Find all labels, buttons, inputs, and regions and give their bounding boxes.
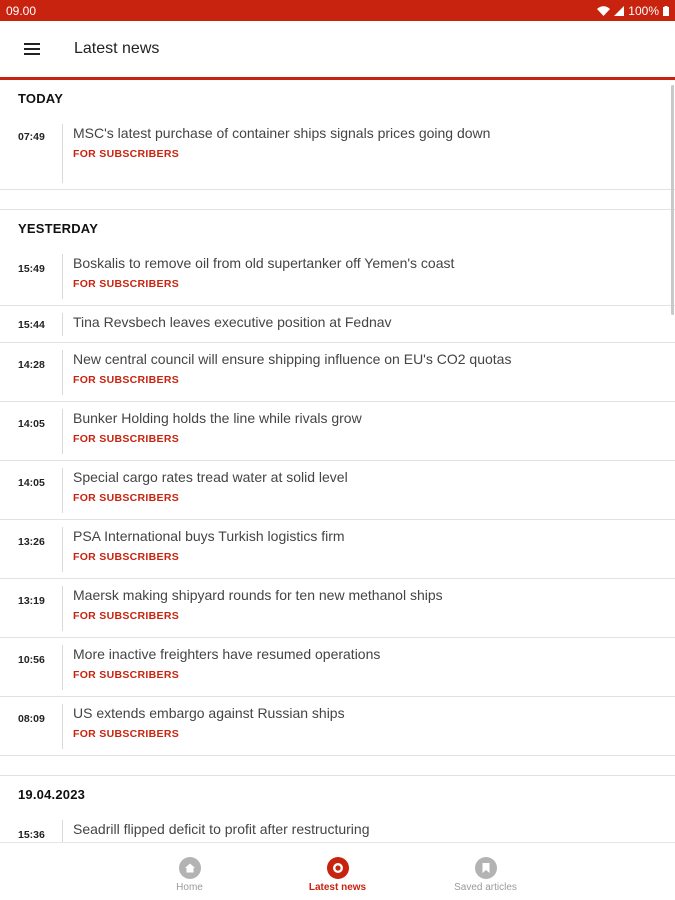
news-time: 15:49 (18, 263, 45, 275)
news-headline[interactable]: MSC's latest purchase of container ships signals prices going down (73, 125, 491, 141)
subscribers-badge: FOR SUBSCRIBERS (73, 610, 180, 622)
news-time: 14:05 (18, 418, 45, 430)
subscribers-badge: FOR SUBSCRIBERS (73, 551, 180, 563)
news-time: 13:19 (18, 595, 45, 607)
news-headline[interactable]: Tina Revsbech leaves executive position at Fednav (73, 314, 392, 330)
news-feed[interactable] (0, 80, 675, 842)
news-item[interactable] (0, 343, 675, 402)
news-item-body (62, 313, 675, 336)
subscribers-badge: FOR SUBSCRIBERS (73, 278, 180, 290)
status-time: 09.00 (6, 3, 37, 18)
section-gap (0, 190, 675, 210)
news-headline[interactable]: US extends embargo against Russian ships (73, 705, 345, 721)
news-time: 14:05 (18, 477, 45, 489)
hamburger-menu-icon (24, 43, 40, 55)
news-item-body (62, 645, 675, 690)
news-headline[interactable]: Boskalis to remove oil from old supertanker off Yemen's coast (73, 255, 455, 271)
news-item-body (62, 124, 675, 183)
news-item-body (62, 409, 675, 454)
app-bar (0, 21, 675, 77)
section-header: TODAY (18, 91, 64, 106)
news-item[interactable] (0, 520, 675, 579)
news-item[interactable] (0, 461, 675, 520)
subscribers-badge: FOR SUBSCRIBERS (73, 728, 180, 740)
news-headline[interactable]: New central council will ensure shipping influence on EU's CO2 quotas (73, 351, 512, 367)
news-headline[interactable]: PSA International buys Turkish logistics firm (73, 528, 345, 544)
news-item[interactable] (0, 402, 675, 461)
news-headline[interactable]: More inactive freighters have resumed operations (73, 646, 381, 662)
battery-icon (663, 6, 669, 16)
subscribers-badge: FOR SUBSCRIBERS (73, 492, 180, 504)
news-item-body (62, 468, 675, 513)
news-headline[interactable]: Special cargo rates tread water at solid level (73, 469, 348, 485)
news-item[interactable] (0, 247, 675, 306)
section-header: YESTERDAY (18, 221, 99, 236)
news-item[interactable] (0, 638, 675, 697)
news-headline[interactable]: Bunker Holding holds the line while rivals grow (73, 410, 362, 426)
wifi-icon (597, 6, 610, 16)
bottom-navigation (0, 842, 675, 900)
news-item-body (62, 527, 675, 572)
nav-latest-news[interactable] (264, 843, 412, 900)
news-item[interactable] (0, 117, 675, 190)
news-item-body (62, 254, 675, 299)
nav-label: Latest news (308, 882, 367, 893)
news-time: 08:09 (18, 713, 45, 725)
nav-saved-articles[interactable] (412, 843, 560, 900)
signal-icon (614, 6, 624, 16)
news-list (0, 80, 675, 872)
news-time: 15:44 (18, 319, 45, 331)
news-item-body (62, 350, 675, 395)
subscribers-badge: FOR SUBSCRIBERS (73, 374, 180, 386)
news-headline[interactable]: Maersk making shipyard rounds for ten new methanol ships (73, 587, 443, 603)
status-bar (0, 0, 675, 21)
nav-label: Home (176, 882, 203, 893)
news-time: 10:56 (18, 654, 45, 666)
news-item[interactable] (0, 306, 675, 343)
subscribers-badge: FOR SUBSCRIBERS (73, 669, 180, 681)
bookmark-icon (475, 857, 497, 879)
status-icons (597, 4, 669, 18)
nav-home[interactable] (116, 843, 264, 900)
news-time: 15:36 (18, 829, 45, 841)
home-icon (179, 857, 201, 879)
news-time: 14:28 (18, 359, 45, 371)
section-gap (0, 756, 675, 776)
section-header: 19.04.2023 (18, 787, 86, 802)
news-item-body (62, 586, 675, 631)
news-time: 13:26 (18, 536, 45, 548)
news-item[interactable] (0, 697, 675, 756)
latest-news-icon (327, 857, 349, 879)
news-headline[interactable]: Seadrill flipped deficit to profit after restructuring (73, 821, 370, 837)
news-time: 07:49 (18, 131, 45, 143)
menu-button[interactable] (0, 21, 64, 77)
news-item[interactable] (0, 579, 675, 638)
page-title: Latest news (74, 40, 160, 57)
scrollbar-thumb[interactable] (671, 85, 674, 315)
nav-label: Saved articles (454, 882, 517, 893)
news-item-body (62, 704, 675, 749)
subscribers-badge: FOR SUBSCRIBERS (73, 433, 180, 445)
battery-level: 100% (628, 3, 659, 18)
subscribers-badge: FOR SUBSCRIBERS (73, 148, 180, 160)
